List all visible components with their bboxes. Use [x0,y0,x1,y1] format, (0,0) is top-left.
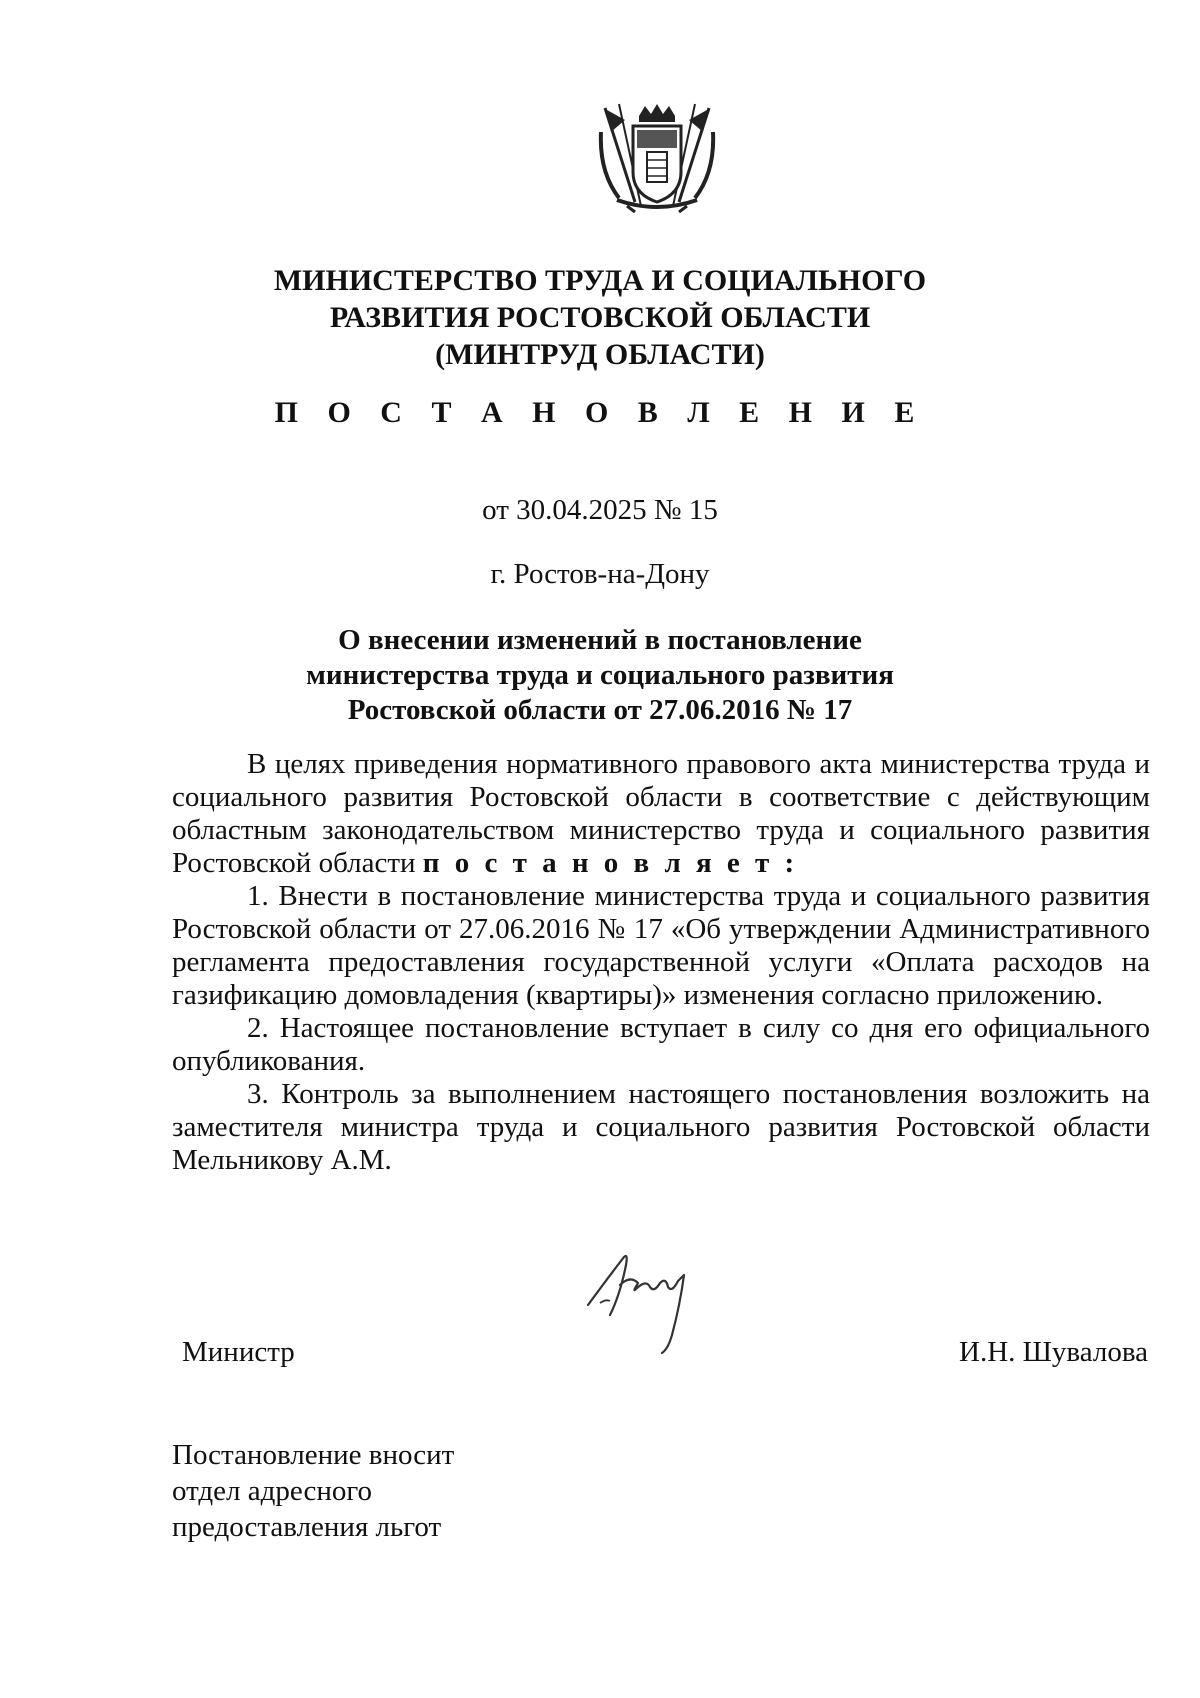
organization-header [0,262,1200,373]
resolves-word: п о с т а н о в л я е т : [422,847,799,879]
document-city: г. Ростов-на-Дону [490,558,710,590]
item-2-text: 2. Настоящее постановление вступает в силу со дня его официального опубликования. [172,1012,1150,1077]
item-3-text: 3. Контроль за выполнением настоящего постановления возложить на заместителя министра труда и социального развития Ростовской области Мельникову А.М. [172,1078,1150,1176]
org-name-line-2: РАЗВИТИЯ РОСТОВСКОЙ ОБЛАСТИ [329,301,871,334]
document-date-number: от 30.04.2025 № 15 [482,494,718,526]
footer-line-2: отдел адресного [172,1475,373,1507]
coat-of-arms-icon [597,102,717,214]
intro-text: В целях приведения нормативного правового акта министерства труда и социального развития Ростовской области в соответствие с действующим областным законодательством министерство труда и социального развития Ростовской области [172,748,1150,879]
subject-line-2: министерства труда и социального развития [306,659,894,691]
document-type: П О С Т А Н О В Л Е Н И Е [274,396,926,429]
org-name-line-3: (МИНТРУД ОБЛАСТИ) [435,338,765,371]
body-item-3 [172,1078,1150,1177]
subject-line-3: Ростовской области от 27.06.2016 № 17 [347,694,853,726]
handwritten-signature-icon [580,1245,710,1360]
footer-line-3: предоставления льгот [172,1511,442,1543]
body-item-2 [172,1012,1150,1078]
signatory-title: Министр [182,1336,295,1368]
submitter-note [172,1437,454,1545]
org-name-line-1: МИНИСТЕРСТВО ТРУДА И СОЦИАЛЬНОГО [273,264,927,297]
body-paragraph-intro [172,748,1150,880]
body-item-1 [172,880,1150,1012]
item-1-text: 1. Внести в постановление министерства труда и социального развития Ростовской области от 27.06.2016 № 17 «Об утверждении Административного регламента предоставления государственной услуги «Оплата расходов на газификацию домовладения (квартиры)» изменения согласно приложению. [172,880,1150,1011]
footer-line-1: Постановление вносит [172,1439,455,1471]
document-subject [0,623,1200,728]
signatory-name: И.Н. Шувалова [959,1336,1148,1368]
subject-line-1: О внесении изменений в постановление [338,624,862,656]
